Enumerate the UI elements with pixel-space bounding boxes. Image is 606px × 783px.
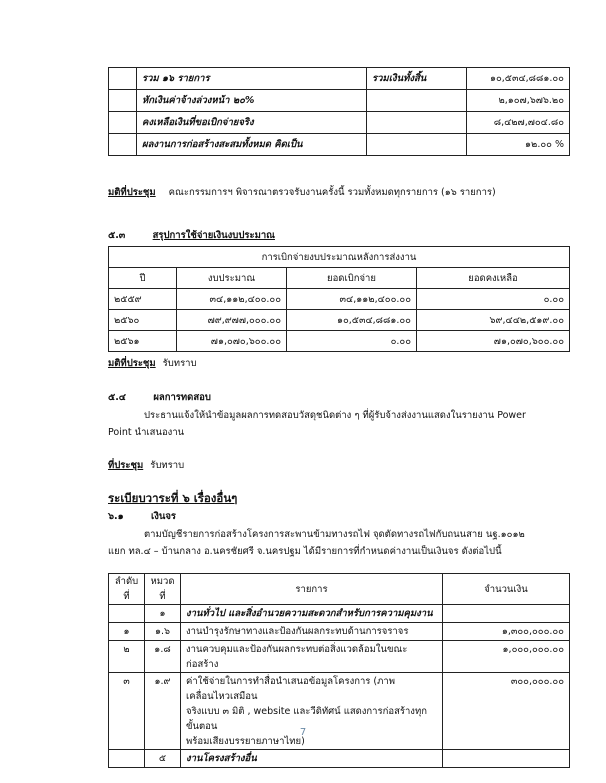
item-description-line: งานทั่วไป และสิ่งอำนวยความสะดวกสำหรับการความคุมงาน bbox=[186, 608, 433, 619]
summary-row bbox=[109, 68, 570, 90]
summary-amount: ๒,๑๐๗,๖๗๖.๒๐ bbox=[467, 90, 570, 112]
budget-amount: ๗๑,๐๗๐,๖๐๐.๐๐ bbox=[177, 331, 287, 352]
item-amount: ๑,๐๐๐,๐๐๐.๐๐ bbox=[443, 641, 570, 673]
header-cat bbox=[145, 574, 181, 605]
summary-blank-cell bbox=[109, 90, 137, 112]
item-no: ๓ bbox=[109, 673, 145, 750]
section-number: ๕.๓ bbox=[108, 230, 126, 241]
resolution-text: คณะกรรมการฯ พิจารณาตรวจรับงานครั้งนี้ รวมทั้งหมดทุกรายการ (๑๖ รายการ) bbox=[168, 187, 496, 198]
item-amount bbox=[443, 605, 570, 623]
header-no-line1: ลำดับ bbox=[114, 576, 139, 587]
header-cat-line1: หมวด bbox=[150, 576, 175, 587]
resolution-text: รับทราบ bbox=[150, 460, 185, 471]
budget-remaining: ๗๑,๐๗๐,๖๐๐.๐๐ bbox=[417, 331, 570, 352]
paragraph-line: Point นำเสนองาน bbox=[108, 427, 185, 438]
item-category: ๑ bbox=[145, 605, 181, 623]
resolution-1 bbox=[108, 185, 496, 200]
resolution-2 bbox=[108, 356, 197, 371]
budget-amount: ๗๙,๙๗๗,๐๐๐.๐๐ bbox=[177, 310, 287, 331]
budget-row bbox=[109, 331, 570, 352]
summary-row bbox=[109, 112, 570, 134]
summary-blank-cell bbox=[109, 68, 137, 90]
budget-row bbox=[109, 310, 570, 331]
summary-table bbox=[108, 67, 570, 156]
item-description-line: พร้อมเสียงบรรยายภาษาไทย) bbox=[186, 736, 305, 747]
summary-amount: ๑๐,๕๓๔,๘๘๑.๐๐ bbox=[467, 68, 570, 90]
budget-remaining: ๐.๐๐ bbox=[417, 289, 570, 310]
item-description-line: ค่าใช้จ่ายในการทำสื่อนำเสนอข้อมูลโครงการ (ภาพเคลื่อนไหวเสมือน bbox=[186, 676, 395, 702]
header-no-line2: ที่ bbox=[123, 591, 130, 602]
summary-label: ผลงานการก่อสร้างสะสมทั้งหมด คิดเป็น bbox=[137, 134, 367, 156]
item-description-line: จริงแบบ ๓ มิติ , website และวีดิทัศน์ แสดงการก่อสร้างทุกขั้นตอน bbox=[186, 706, 427, 732]
item-amount bbox=[443, 750, 570, 768]
budget-header: งบประมาณ bbox=[177, 268, 287, 289]
summary-amount: ๘,๔๒๗,๗๐๔.๘๐ bbox=[467, 112, 570, 134]
header-cat-line2: ที่ bbox=[159, 591, 166, 602]
summary-blank-cell bbox=[109, 134, 137, 156]
items-table bbox=[108, 573, 570, 768]
budget-spent: ๓๔,๑๑๒,๔๐๐.๐๐ bbox=[287, 289, 417, 310]
resolution-label: ที่ประชุม bbox=[108, 460, 144, 471]
paragraph-line: แยก ทล.๔ – บ้านกลาง อ.นครชัยศรี จ.นครปฐม ได้มีรายการที่กำหนดค่างานเป็นเงินจร ดังต่อไปนี้ bbox=[108, 546, 502, 557]
header-desc: รายการ bbox=[181, 574, 443, 605]
item-category: ๕ bbox=[145, 750, 181, 768]
page-number: 7 bbox=[299, 727, 307, 738]
paragraph-line: ประธานแจ้งให้นำข้อมูลผลการทดสอบวัสดุชนิดต่าง ๆ ที่ผู้รับจ้างส่งงานแสดงในรายงาน Power bbox=[144, 410, 526, 421]
resolution-label: มติที่ประชุม bbox=[108, 187, 156, 198]
section-5-4-heading bbox=[108, 390, 211, 405]
summary-row bbox=[109, 134, 570, 156]
summary-mid bbox=[367, 112, 467, 134]
summary-mid: รวมเงินทั้งสิ้น bbox=[367, 68, 467, 90]
table-row bbox=[109, 605, 570, 623]
summary-mid bbox=[367, 134, 467, 156]
item-amount: ๑,๓๐๐,๐๐๐.๐๐ bbox=[443, 623, 570, 641]
header-amount: จำนวนเงิน bbox=[443, 574, 570, 605]
item-description bbox=[181, 750, 443, 768]
resolution-text: รับทราบ bbox=[162, 358, 197, 369]
summary-label: คงเหลือเงินที่ขอเบิกจ่ายจริง bbox=[137, 112, 367, 134]
table-row bbox=[109, 750, 570, 768]
item-no: ๑ bbox=[109, 623, 145, 641]
item-category: ๑.๘ bbox=[145, 641, 181, 673]
budget-row bbox=[109, 289, 570, 310]
item-description-line: งานโครงสร้างอื่น bbox=[186, 753, 257, 764]
header-no bbox=[109, 574, 145, 605]
budget-caption: การเบิกจ่ายงบประมาณหลังการส่งงาน bbox=[109, 247, 570, 268]
budget-amount: ๓๔,๑๑๒,๔๐๐.๐๐ bbox=[177, 289, 287, 310]
resolution-label: มติที่ประชุม bbox=[108, 358, 156, 369]
summary-blank-cell bbox=[109, 112, 137, 134]
budget-year: ๒๕๖๐ bbox=[109, 310, 177, 331]
item-no bbox=[109, 750, 145, 768]
item-description bbox=[181, 623, 443, 641]
budget-table bbox=[108, 246, 570, 352]
summary-label: หักเงินค่าจ้างล่วงหน้า ๒๐% bbox=[137, 90, 367, 112]
section-number: ๖.๑ bbox=[108, 511, 124, 522]
summary-row bbox=[109, 90, 570, 112]
summary-amount: ๑๒.๐๐ % bbox=[467, 134, 570, 156]
section-title: สรุปการใช้จ่ายเงินงบประมาณ bbox=[152, 230, 275, 241]
item-description bbox=[181, 641, 443, 673]
item-no: ๒ bbox=[109, 641, 145, 673]
section-title: ผลการทดสอบ bbox=[153, 392, 211, 403]
item-amount: ๓๐๐,๐๐๐.๐๐ bbox=[443, 673, 570, 750]
budget-year: ๒๕๕๙ bbox=[109, 289, 177, 310]
table-row bbox=[109, 641, 570, 673]
summary-mid bbox=[367, 90, 467, 112]
agenda-6-title: ระเบียบวาระที่ ๖ เรื่องอื่นๆ bbox=[108, 491, 238, 505]
section-number: ๕.๔ bbox=[108, 392, 126, 403]
summary-label: รวม ๑๖ รายการ bbox=[137, 68, 367, 90]
budget-remaining: ๖๙,๔๔๒,๕๑๙.๐๐ bbox=[417, 310, 570, 331]
budget-header: ปี bbox=[109, 268, 177, 289]
item-description bbox=[181, 605, 443, 623]
budget-spent: ๑๐,๕๓๔,๘๘๑.๐๐ bbox=[287, 310, 417, 331]
item-description-line: งานบำรุงรักษาทางและป้องกันผลกระทบด้านการจราจร bbox=[186, 626, 409, 637]
item-category: ๑.๖ bbox=[145, 623, 181, 641]
item-no bbox=[109, 605, 145, 623]
paragraph-line: ตามบัญชีรายการก่อสร้างโครงการสะพานข้ามทางรถไฟ จุดตัดทางรถไฟกับถนนสาย นฐ.๑๐๑๒ bbox=[144, 529, 525, 540]
item-category: ๑.๙ bbox=[145, 673, 181, 750]
budget-year: ๒๕๖๑ bbox=[109, 331, 177, 352]
budget-spent: ๐.๐๐ bbox=[287, 331, 417, 352]
section-6-1-heading bbox=[108, 509, 176, 524]
section-5-3-heading bbox=[108, 228, 275, 243]
table-row bbox=[109, 623, 570, 641]
section-title: เงินจร bbox=[150, 511, 177, 522]
resolution-3 bbox=[108, 458, 184, 473]
item-description-line: งานควบคุมและป้องกันผลกระทบต่อสิ่งแวดล้อมในขณะก่อสร้าง bbox=[186, 644, 408, 670]
budget-header: ยอดคงเหลือ bbox=[417, 268, 570, 289]
budget-header: ยอดเบิกจ่าย bbox=[287, 268, 417, 289]
